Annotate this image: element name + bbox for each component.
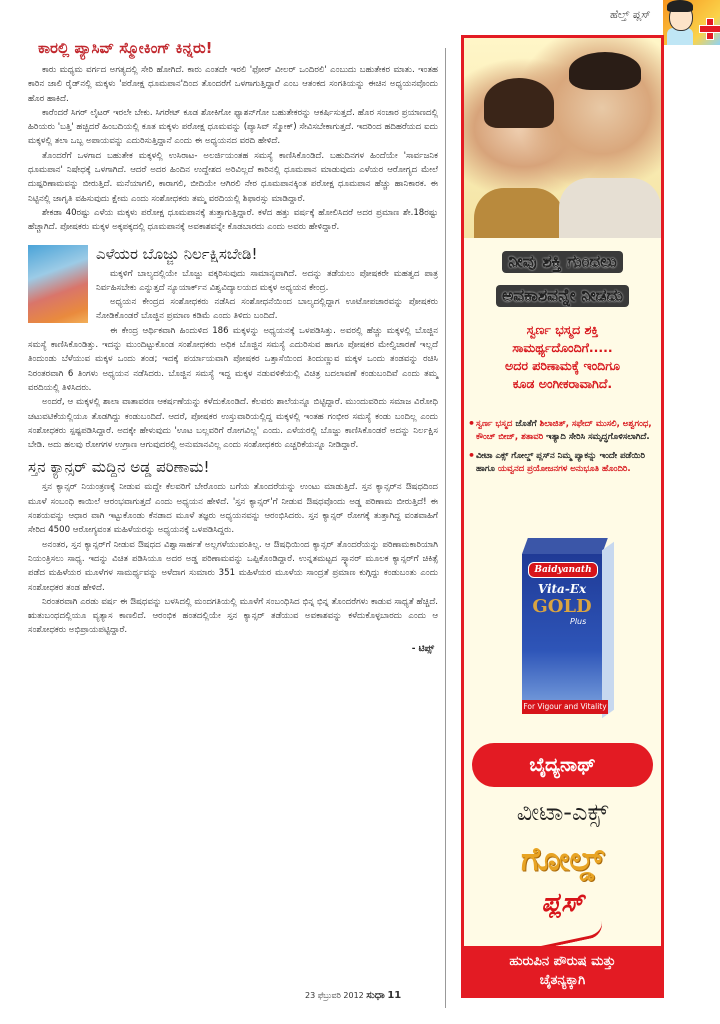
pack-side [602,542,614,718]
paragraph: ಅಂದರೆ, ಆ ಮಕ್ಕಳಲ್ಲಿ ಶಾಲಾ ವಾತಾವರಣ ಆಕರ್ಷಣೆಯನ್ನು ಕಳೆದುಕೊಂಡಿದೆ. ಕೆಲವರು ಶಾಲೆಯನ್ನೂ ಬಿಟ್ಟಿದ್ದಾರೆ. ಮುಂದುವರಿದು ಸಮಾಜ ವಿರೋಧಿ ಚಟುವಟಿಕೆಯಲ್ಲಿಯೂ ತೊಡಗಿದ್ದು ಕಂಡುಬಂದಿದೆ. ಆದರೆ, ಪೋಷಕರ ಉಸ್ತುವಾರಿಯಲ್ಲಿದ್ದ ಮಕ್ಕಳಲ್ಲಿ ಇಂತಹ ಗಂಭೀರ ಸಮಸ್ಯೆ ಕಂಡು ಬಂದಿಲ್ಲ ಎಂದು ಸಂಶೋಧಕರು ಸ್ಪಷ್ಟಪಡಿಸಿದ್ದಾರೆ. ಅದಕ್ಕೇ ಹೇಳುವುದು 'ಊಟ ಬಲ್ಲವರಿಗೆ ರೋಗವಿಲ್ಲ' ಎಂದು. ಎಳೆಯರಲ್ಲಿ ಬೊಜ್ಜು ಕಾಣಿಸಿಕೊಂಡರೆ ಅದನ್ನು ನಿರ್ಲಕ್ಷಿಸ ಬೇಡಿ. ಅದು ಹಲವು ರೋಗಗಳ ಉಗ್ರಾಣ ಆಗುವುದರಲ್ಲಿ ಅನುಮಾನವಿಲ್ಲ ಎಂದು ಸಂಶೋಧಕರು ಎಚ್ಚರಿಕೆಯನ್ನೂ ನೀಡಿದ್ದಾರೆ. [28,397,438,451]
red-line: ಸ್ವರ್ಣ ಭಸ್ಮದ ಶಕ್ತಿ [526,322,599,337]
brand-logo-kannada: ಬೈದ್ಯನಾಥ್ [472,743,653,787]
paragraph: ಮಕ್ಕಳಿಗೆ ಬಾಲ್ಯದಲ್ಲಿಯೇ ಬೊಜ್ಜು ವಕ್ಕರಿಸುವುದು ಸಾಮಾನ್ಯವಾಗಿದೆ. ಅದನ್ನು ತಡೆಯಲು ಪೋಷಕರೇ ಮಹತ್ವದ ಪಾತ್ರ ನಿರ್ವಹಿಸಬೇಕು ಎನ್ನುತ್ತದೆ ನ್ಯೂಯಾರ್ಕ್‌ನ ವಿಶ್ವವಿದ್ಯಾಲಯದ ಮಕ್ಕಳ ಅಧ್ಯಯನ ಕೇಂದ್ರ. [96,268,438,293]
bottom-line-2: ಚೈತನ್ಯಕ್ಕಾಗಿ [539,973,586,988]
ad-bottom-banner [464,946,661,996]
paragraph: ಕಾರೆಂದರೆ ಸಿಗರ್ ಲೈಟರ್ ಇರಲೇ ಬೇಕು. ಸಿಗರೇಟ್ ಕೂಡ ಶೋಕಿಗೋ ಫ್ಯಾಶನ್‌ಗೋ ಬಹುತೇಕರನ್ನು ಆಕರ್ಷಿಸುತ್ತದೆ. ಹೊರ ಸಂಚಾರ ಪ್ರಯಾಣದಲ್ಲಿ ಹಿರಿಯರು 'ಬತ್ತಿ' ಹಚ್ಚಿದರೆ ಹಿಂಬದಿಯಲ್ಲಿ ಕೂತ ಮಕ್ಕಳು ಪರೋಕ್ಷ ಧೂಮವನ್ನು (ಪ್ಯಾಸಿವ್ ಸ್ಮೋಕ್) ಸೇವಿಸಬೇಕಾಗುತ್ತದೆ. ಇದರಿಂದ ಹದಿಹರೆಯದ ಐದು ಮಕ್ಕಳಲ್ಲಿ ತಲಾ ಒಬ್ಬ ಅಪಾಯವನ್ನು ಎದುರಿಸುತ್ತಿದ್ದಾನೆ ಎಂದು ಈ ಅಧ್ಯಯನದ ವರದಿ ಹೇಳಿದೆ. [28,107,438,147]
paragraph: ಶೇಕಡಾ 40ರಷ್ಟು ಎಳೆಯ ಮಕ್ಕಳು ಪರೋಕ್ಷ ಧೂಮಪಾನಕ್ಕೆ ತುತ್ತಾಗುತ್ತಿದ್ದಾರೆ. ಕಳೆದ ಹತ್ತು ವರ್ಷಕ್ಕೆ ಹೋಲಿಸಿದರೆ ಅದರ ಪ್ರಮಾಣ ಶೇ.18ರಷ್ಟು ಹೆಚ್ಚಾಗಿದೆ. ಪೋಷಕರು ಮಕ್ಕಳ ಅಕ್ಕಪಕ್ಕದಲ್ಲಿ ಧೂಮಪಾನಕ್ಕೆ ಅವಕಾಶವನ್ನೇ ಕೊಡಬಾರದು ಎಂದು ಅವರು ಹೇಳಿದ್ದಾರೆ. [28,207,438,233]
product-pack [522,538,607,713]
bullet-get-pack: • ವೀಟಾ ಎಕ್ಸ್ ಗೋಲ್ಡ್ ಪ್ಲಸ್‌ನ ನಿಮ್ಮ ಪ್ಯಾಕನ್ನು ಇಂದೇ ಪಡೆಯಿರಿ ಹಾಗೂ ಯವ್ವನದ ಪ್ರಯೋಜನಗಳ ಅನುಭೂತಿ ಹೊಂದಿರಿ. [468,450,658,476]
pack-top [522,538,608,554]
paragraph: ತೊಂದರೆಗೆ ಒಳಗಾದ ಬಹುತೇಕ ಮಕ್ಕಳಲ್ಲಿ ಉಸಿರಾಟ- ಅಲರ್ಜಿಯಂತಹ ಸಮಸ್ಯೆ ಕಾಣಿಸಿಕೊಂಡಿದೆ. ಬಹುದಿನಗಳ ಹಿಂದೆಯೇ 'ಸಾರ್ವಜನಿಕ ಧೂಮಪಾನ' ನಿಷೇಧಕ್ಕೆ ಒಳಗಾಗಿದೆ. ಆದರೆ ಅದರ ಹಿಂದಿನ ಉದ್ದೇಶದ ಅರಿವಿಲ್ಲದೆ ಕಾರಿನಲ್ಲಿ ಧೂಮಪಾನ ಮಾಡುವುದು ಎಳೆಯರ ಆರೋಗ್ಯದ ಮೇಲೆ ದುಷ್ಪರಿಣಾಮವನ್ನು ಬೀರುತ್ತಿದೆ. ಮನೆಯಾಗಲಿ, ಕಾರಾಗಲಿ, ಬೀದಿಯೇ ಆಗಿರಲಿ ನೇರ ಧೂಮಪಾನಕ್ಕಿಂತ ಪರೋಕ್ಷ ಧೂಮಪಾನ ಹೆಚ್ಚು ಹಾನಿಕಾರಕ. ಈ ನಿಟ್ಟಿನಲ್ಲಿ ಜಾಗೃತಿ ವಹಿಸುವುದು ಕ್ಷೇಮ ಎಂದು ಸಂಶೋಧಕರು ತಮ್ಮ ವರದಿಯಲ್ಲಿ ಶಿಫಾರಸ್ಸು ಮಾಡಿದ್ದಾರೆ. [28,150,438,204]
article-breast-cancer [28,458,438,653]
article-title: ಕಾರಲ್ಲಿ ಪ್ಯಾಸಿವ್ ಸ್ಮೋಕಿಂಗ್ ಕಿನ್ನರು! [38,39,213,57]
paragraph: ಕಾರು ಮಧ್ಯಮ ವರ್ಗದ ಅಗತ್ಯದಲ್ಲಿ ಸೇರಿ ಹೋಗಿದೆ. ಕಾರು ಎಂತದೇ ಇರಲಿ 'ಫೋರ್ ವೀಲರ್ ಒಂದಿರಲಿ' ಎಂಬುದು ಬಹುತೇಕರ ಮಾತು. ಇಂತಹ ಕಾರಿನ ಜಾಲಿ ರೈಡ್‌ನಲ್ಲಿ ಮಕ್ಕಳು 'ಪರೋಕ್ಷ ಧೂಮಪಾನ'ದಿಂದ ತೊಂದರೆಗೆ ಒಳಗಾಗುತ್ತಿದ್ದಾರೆ ಎಂಬ ಆತಂಕದ ಸಂಗತಿಯನ್ನು ಈಚಿನ ಅಧ್ಯಯನವೊಂದು ಹೊರ ಹಾಕಿದೆ. [28,65,438,104]
paragraph: ಅನಂತರ, ಸ್ತನ ಕ್ಯಾನ್ಸರ್‌ಗೆ ನೀಡುವ ಔಷಧದ ವಿಶ್ವಾಸಾರ್ಹತೆ ಅಲ್ಲಗಳೆಯುವಂತಿಲ್ಲ. ಆ ಔಷಧಿಯಿಂದ ಕ್ಯಾನ್ಸರ್ ತೊಂದರೆಯನ್ನು ಪರಿಣಾಮಕಾರಿಯಾಗಿ ನಿಯಂತ್ರಿಸಲು ಸಾಧ್ಯ. ಇದನ್ನು ವಿಚಿತ ಪಡಿಸಿಯೂ ಅದರ ಅಡ್ಡ ಪರಿಣಾಮವನ್ನು ಒಪ್ಪಿಕೊಂಡಿದ್ದಾರೆ. ಉನ್ನತಮಟ್ಟದ ಸ್ಕ್ಯಾನರ್ ಮೂಲಕ ಕ್ಯಾನ್ಸರ್‌ಗೆ ಚಿಕಿತ್ಸೆ ಪಡೆದ ಮಹಿಳೆಯರ ಮೂಳೆಗಳ ಸಾಮರ್ಥ್ಯವನ್ನು ಅಳೆದಾಗ ಸುಮಾರು 351 ಮಹಿಳೆಯರ ಮೂಳೆಯ ಸಾಂದ್ರತೆ ಪ್ರಮಾಣ ಕುಗ್ಗಿದ್ದು ಕಂಡುಬಂತು ಎಂದು ಸಂಶೋಧಕರ ತಂಡ ಹೇಳಿದೆ. [28,539,438,593]
doctor-cross-icon [663,0,720,45]
red-line: ಸಾಮರ್ಥ್ಯದೊಂದಿಗೆ..... [512,340,613,355]
paragraph: ಸ್ತನ ಕ್ಯಾನ್ಸರ್ ನಿಯಂತ್ರಣಕ್ಕೆ ನೀಡುವ ಮದ್ದೇ ಕೆಲವರಿಗೆ ಬೇರೊಂದು ಬಗೆಯ ತೊಂದರೆಯನ್ನು ಉಂಟು ಮಾಡುತ್ತಿದೆ. ಸ್ತನ ಕ್ಯಾನ್ಸರ್‌ನ ಔಷಧದಿಂದ ಮೂಳೆ ಸಂಬಂಧಿ ಕಾಯಿಲೆ ಆರಂಭವಾಗುತ್ತದೆ ಎಂದು ಅಧ್ಯಯನ ಹೇಳಿದೆ. 'ಸ್ತನ ಕ್ಯಾನ್ಸರ್'ಗೆ ನೀಡುವ ಔಷಧವೊಂದು ಅಡ್ಡ ಪರಿಣಾಮ ಬೀರುತ್ತಿದೆ! ಈ ಸಂಶಯವನ್ನು ಆಧಾರ ವಾಗಿ ಇಟ್ಟುಕೊಂಡು ಕೆನಡಾದ ಮೂಳೆ ತಜ್ಞರು ಅಧ್ಯಯನವನ್ನು ಆರಂಭಿಸಿದರು. ಸ್ತನ ಕ್ಯಾನ್ಸರ್ ರೋಗಕ್ಕೆ ತುತ್ತಾಗಿದ್ದ ವಂಶವಾಹಿಗೆ ಸೇರಿದ 4500 ಆರೋಗ್ಯವಂತ ಮಹಿಳೆಯರನ್ನು ಅಧ್ಯಯನಕ್ಕೆ ಒಳಪಡಿಸಿದ್ದರು. [28,482,438,536]
pack-product: Vita-Ex [537,582,587,596]
red-line: ಅದರ ಪರಿಣಾಮಕ್ಕೆ ಇಂದಿಗೂ [505,358,620,373]
gold-kannada: ಗೋಲ್ಡ್ [521,840,604,878]
page-footer [305,990,401,1001]
paragraph: ನಿರಂತರವಾಗಿ ಎರಡು ವರ್ಷ ಈ ಔಷಧವನ್ನು ಬಳಸಿದಲ್ಲಿ ಮಂದಗತಿಯಲ್ಲಿ ಮೂಳೆಗೆ ಸಂಬಂಧಿಸಿದ ಭಿನ್ನ ಭಿನ್ನ ತೊಂದರೆಗಳು ಕಾಡುವ ಸಾಧ್ಯತೆ ಹೆಚ್ಚಿದೆ. ಋತುಬಂಧದಲ್ಲಿಯೂ ವ್ಯತ್ಯಾಸ ಕಾಣಲಿದೆ. ಆರಂಭಿಕ ಹಂತದಲ್ಲಿಯೇ ಸ್ತನ ಕ್ಯಾನ್ಸರ್ ತಡೆಯುವ ಅವಕಾಶವನ್ನು ಕಳೆದುಕೊಳ್ಳಬಾರದು ಎಂದು ಆ ಸಂಶೋಧಕರು ಅಭಿಪ್ರಾಯಪಟ್ಟಿದ್ದಾರೆ. [28,596,438,636]
article-passive-smoking [28,39,438,235]
headline-line-2: ಅವಕಾಶವನ್ನೇ ನೀಡದು [496,285,629,307]
article-title: ಎಳೆಯರ ಬೊಜ್ಜು ನಿರ್ಲಕ್ಷಿಸಬೇಡಿ! [96,244,258,263]
vita-ex-advertisement [461,35,664,998]
pack-tagline: For Vigour and Vitality [522,700,608,714]
article-child-obesity [28,245,438,453]
doctor-hair [667,0,693,12]
child-eating-photo [28,245,88,323]
ad-bullets [468,418,658,482]
column-divider [445,48,446,1008]
man-hair [569,52,641,90]
signoff: - ಟಿಪ್ಸ್ [411,643,434,654]
headline-line-1: ನೀವು ಶಕ್ತಿ ಗುಂದಲು [502,251,622,273]
woman-sari [474,188,564,238]
article-column [28,35,438,654]
plus-kannada: ಪ್ಲಸ್ [541,888,584,918]
red-line: ಕೂಡ ಅಂಗೀಕರಾವಾಗಿದೆ. [512,376,613,391]
paragraph: ಅಧ್ಯಯನ ಕೇಂದ್ರದ ಸಂಶೋಧಕರು ನಡೆಸಿದ ಸಂಶೋಧನೆಯಿಂದ ಬಾಲ್ಯದಲ್ಲಿದ್ದಾಗ ಊಟೋಪಚಾರವನ್ನು ಪೋಷಕರು ನೋಡಿಕೊಂಡರೆ ಬೊಜ್ಜಿನ ಪ್ರಮಾಣ ಕಡಿಮೆ ಎಂದು ತಿಳಿದು ಬಂದಿದೆ. [96,297,438,322]
issue-date: 23 ಫೆಬ್ರುವರಿ 2012 [305,991,364,1000]
publication-name: ಸುಧಾ [366,990,385,1001]
man-shirt [559,178,661,238]
pack-variant: GOLD [532,596,592,617]
section-tag: ಹೆಲ್ತ್ ಪ್ಲಸ್ [610,8,651,21]
ad-headline [464,238,661,318]
woman-hair [484,78,554,128]
pack-plus: Plus [570,617,587,626]
bullet-ingredients: • ಸ್ವರ್ಣ ಭಸ್ಮದ ಜೊತೆಗೆ ಶಿಲಾಜಿತ್, ಸಫೇದ್ ಮುಸಲಿ, ಅಶ್ವಗಂಧ, ಕೌಂಚ್ ಬೀಜ್, ಶತಾವರಿ ಇತ್ಯಾದಿ ಸೇರಿಸಿ ಸಮೃದ್ಧಗೊಳಿಸಲಾಗಿದೆ. [468,418,658,444]
bottom-line-1: ಹುರುಪಿನ ಪೌರುಷ ಮತ್ತು [509,954,616,969]
pack-brand: Baidyanath [528,562,598,578]
article-title: ಸ್ತನ ಕ್ಯಾನ್ಸರ್ ಮದ್ದಿನ ಅಡ್ಡ ಪರಿಣಾಮ! [28,458,210,477]
medical-cross-icon [699,18,719,38]
ad-red-copy [464,321,661,393]
page-number: 11 [387,990,402,1001]
product-name-kannada: ವೀಟಾ-ಎಕ್ಸ್ [516,798,609,826]
paragraph: ಈ ಕೇಂದ್ರ ಆರ್ಥಿಕವಾಗಿ ಹಿಂದುಳಿದ 186 ಮಕ್ಕಳನ್ನು ಅಧ್ಯಯನಕ್ಕೆ ಒಳಪಡಿಸಿತ್ತು. ಅವರಲ್ಲಿ ಹೆಚ್ಚು ಮಕ್ಕಳಲ್ಲಿ ಬೊಜ್ಜಿನ ಸಮಸ್ಯೆ ಕಾಣಿಸಿಕೊಂಡಿತ್ತು. ಇದನ್ನು ಮುಂದಿಟ್ಟುಕೊಂಡ ಸಂಶೋಧಕರು ಅಧಿಕ ಬೊಜ್ಜಿನ ಸಮಸ್ಯೆ ಎದುರಿಸುವ ಹಾಗೂ ಪೋಷಕರ ಮೇಲ್ವಿಚಾರಣೆ ಇಲ್ಲದೆ ತಿಂದುಂಡು ಬೆಳೆಯುವ ಮಕ್ಕಳ ಒಂದು ತಂಡ; ಇದಕ್ಕೆ ಪರ್ಯಾಯವಾಗಿ ಪೋಷಕರ ಒತ್ತಾಸೆಯಿಂದ ತಿಂದುಣ್ಣುವ ಮಕ್ಕಳ ಒಂದು ತಂಡವನ್ನು ರಚಿಸಿ ನಿರಂತರವಾಗಿ 6 ತಿಂಗಳು ಅಧ್ಯಯನ ನಡೆಸಿದರು. ಬೊಜ್ಜಿನ ಸಮಸ್ಯೆ ಇದ್ದ ಮಕ್ಕಳ ನಡುವಳಿಕೆಯಲ್ಲಿ ವಿಚಿತ್ರ ಬದಲಾವಣೆ ಕಂಡುಬಂದಿವೆ ಎಂದು ತಮ್ಮ ವರದಿಯಲ್ಲಿ ತಿಳಿಸಿದರು. [28,325,438,393]
couple-photo [464,38,661,238]
pack-front [522,554,602,714]
